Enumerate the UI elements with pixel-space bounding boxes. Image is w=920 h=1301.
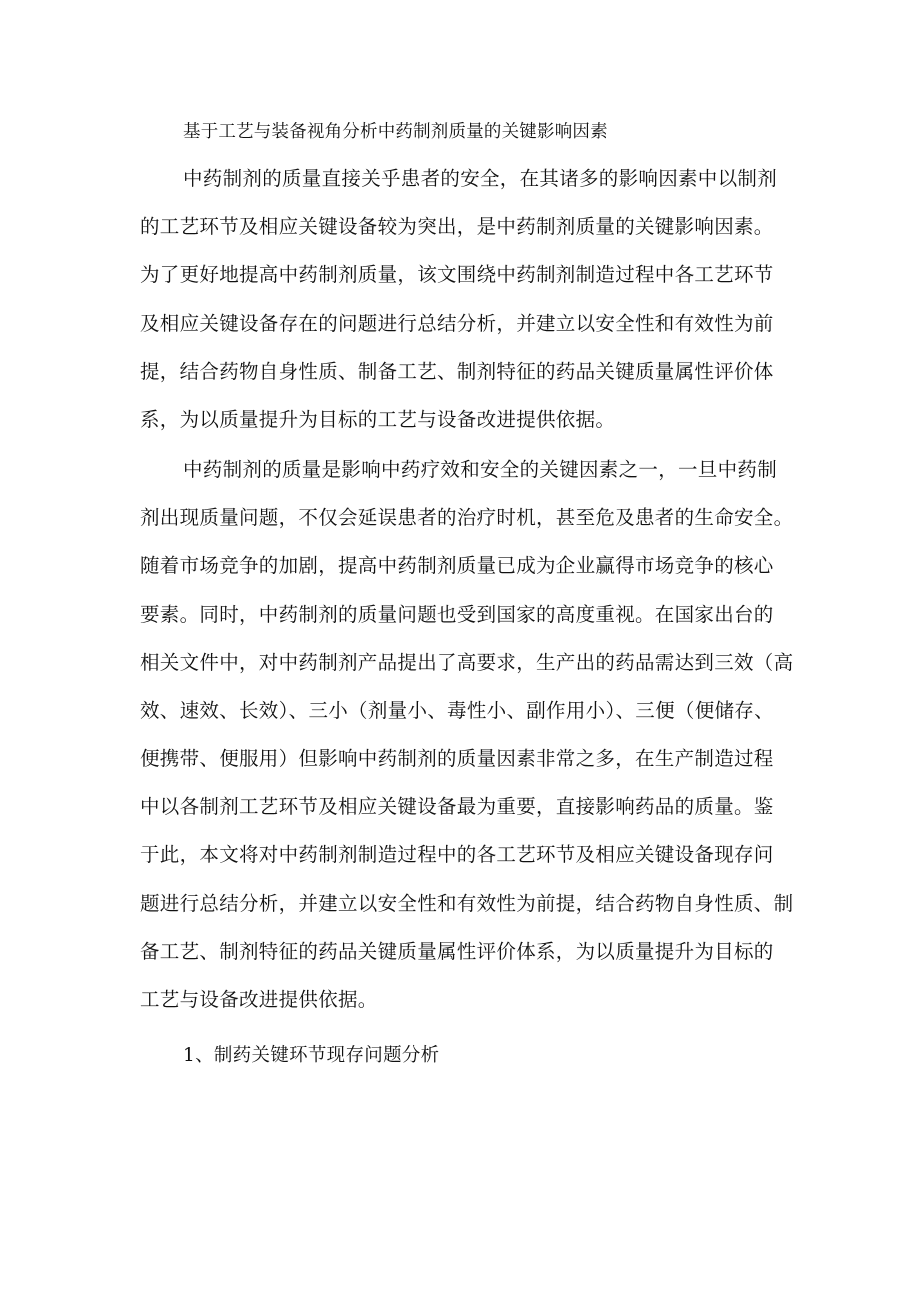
paragraph-line: 题进行总结分析，并建立以安全性和有效性为前提，结合药物自身性质、制 (140, 892, 794, 915)
paragraph-line: 中药制剂的质量直接关乎患者的安全，在其诸多的影响因素中以制剂 (183, 167, 778, 190)
paragraph-line: 随着市场竞争的加剧，提高中药制剂质量已成为企业赢得市场竞争的核心 (140, 554, 774, 577)
document-title: 基于工艺与装备视角分析中药制剂质量的关键影响因素 (183, 122, 608, 142)
paragraph-line: 剂出现质量问题，不仅会延误患者的治疗时机，甚至危及患者的生命安全。 (140, 506, 794, 529)
section-heading: 1、制药关键环节现存问题分析 (183, 1045, 440, 1066)
paragraph-line: 要素。同时，中药制剂的质量问题也受到国家的高度重视。在国家出台的 (140, 603, 774, 626)
paragraph-line: 相关文件中，对中药制剂产品提出了高要求，生产出的药品需达到三效（高 (140, 651, 794, 674)
paragraph-line: 备工艺、制剂特征的药品关键质量属性评价体系，为以质量提升为目标的 (140, 940, 774, 963)
paragraph-line: 为了更好地提高中药制剂质量，该文围绕中药制剂制造过程中各工艺环节 (140, 263, 774, 286)
paragraph-line: 效、速效、长效）、三小（剂量小、毒性小、副作用小）、三便（便储存、 (140, 699, 774, 722)
paragraph-line: 于此，本文将对中药制剂制造过程中的各工艺环节及相应关键设备现存问 (140, 843, 774, 866)
paragraph-line: 系，为以质量提升为目标的工艺与设备改进提供依据。 (140, 408, 616, 431)
paragraph-line: 的工艺环节及相应关键设备较为突出，是中药制剂质量的关键影响因素。 (140, 215, 774, 238)
paragraph-line: 提，结合药物自身性质、制备工艺、制剂特征的药品关键质量属性评价体 (140, 360, 774, 383)
paragraph-line: 中药制剂的质量是影响中药疗效和安全的关键因素之一，一旦中药制 (183, 458, 778, 481)
paragraph-line: 中以各制剂工艺环节及相应关键设备最为重要，直接影响药品的质量。鉴 (140, 795, 774, 818)
paragraph-line: 及相应关键设备存在的问题进行总结分析，并建立以安全性和有效性为前 (140, 312, 774, 335)
paragraph-line: 便携带、便服用）但影响中药制剂的质量因素非常之多，在生产制造过程 (140, 747, 774, 770)
paragraph-line: 工艺与设备改进提供依据。 (140, 988, 378, 1011)
